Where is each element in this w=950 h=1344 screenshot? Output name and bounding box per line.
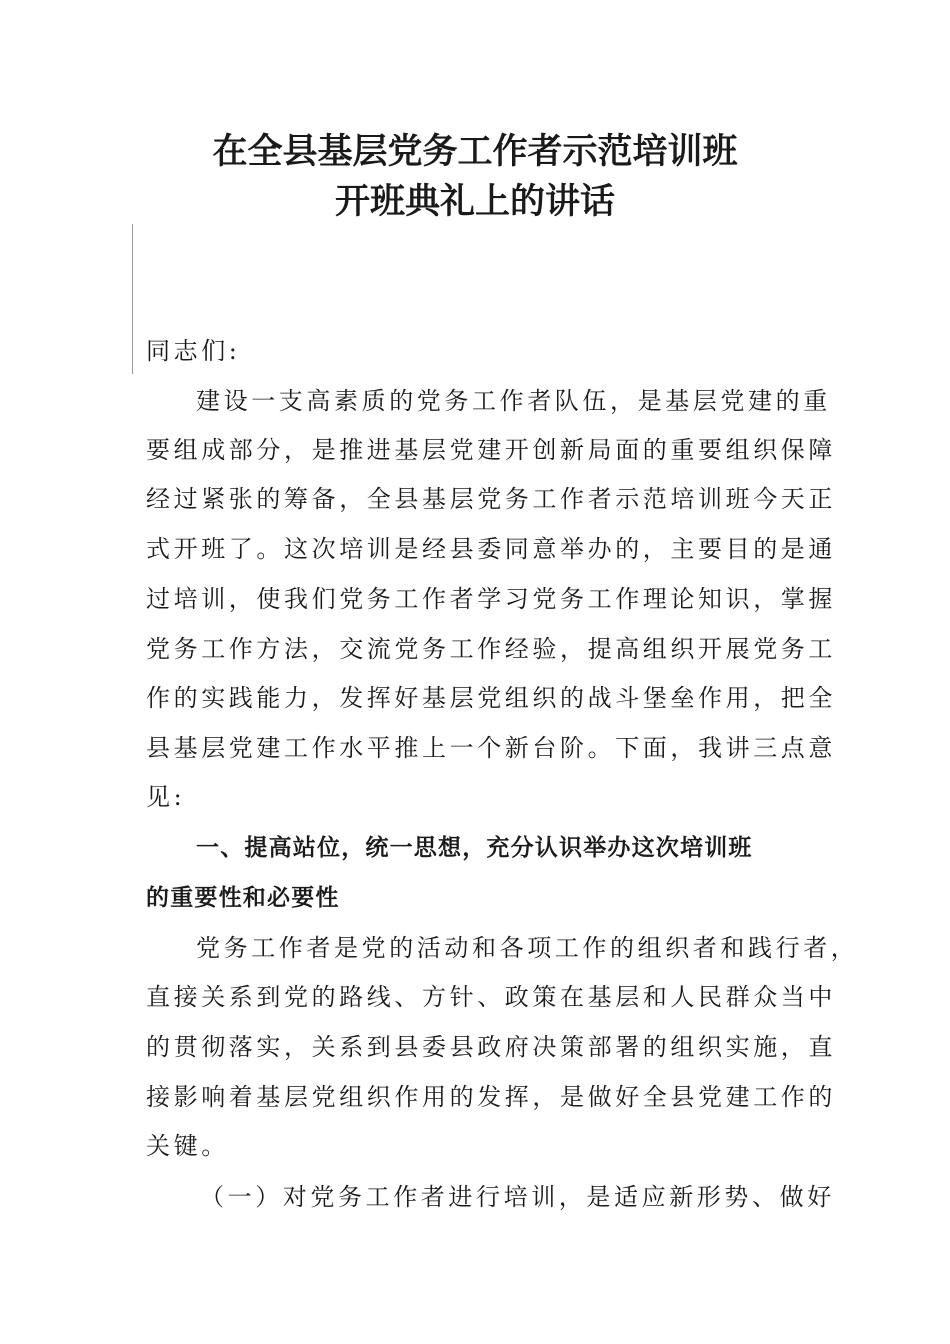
paragraph-2-line: 接影响着基层党组织作用的发挥，是做好全县党建工作的 (146, 1083, 836, 1111)
paragraph-1-line: 党务工作方法，交流党务工作经验，提高组织开展党务工 (146, 635, 836, 663)
paragraph-2-line: 直接关系到党的路线、方针、政策在基层和人民群众当中 (146, 983, 836, 1011)
paragraph-2-line: 党务工作者是党的活动和各项工作的组织者和践行者， (196, 934, 859, 962)
paragraph-1-line: 建设一支高素质的党务工作者队伍，是基层党建的重 (196, 387, 831, 415)
paragraph-1-line: 见: (146, 783, 186, 811)
paragraph-1-line: 县基层党建工作水平推上一个新台阶。下面，我讲三点意 (146, 734, 836, 762)
section-heading-1-line: 的重要性和必要性 (146, 885, 340, 911)
section-heading-1-line: 一、提高站位，统一思想，充分认识举办这次培训班 (196, 835, 753, 861)
document-title-line-1: 在全县基层党务工作者示范培训班 (212, 131, 738, 172)
document-title-line-2: 开班典礼上的讲话 (334, 181, 615, 222)
paragraph-1-line: 过培训，使我们党务工作者学习党务工作理论知识，掌握 (146, 585, 836, 613)
paragraph-1-line: 要组成部分，是推进基层党建开创新局面的重要组织保障 (146, 436, 836, 464)
subheading-1: （一）对党务工作者进行培训，是适应新形势、做好 (200, 1183, 835, 1211)
margin-line (132, 224, 133, 374)
paragraph-2-line: 的贯彻落实，关系到县委县政府决策部署的组织实施，直 (146, 1033, 836, 1061)
paragraph-1-line: 作的实践能力，发挥好基层党组织的战斗堡垒作用，把全 (146, 684, 836, 712)
salutation: 同志们: (146, 337, 241, 365)
paragraph-1-line: 式开班了。这次培训是经县委同意举办的，主要目的是通 (146, 535, 836, 563)
paragraph-2-line: 关键。 (146, 1132, 229, 1160)
paragraph-1-line: 经过紧张的筹备，全县基层党务工作者示范培训班今天正 (146, 485, 836, 513)
